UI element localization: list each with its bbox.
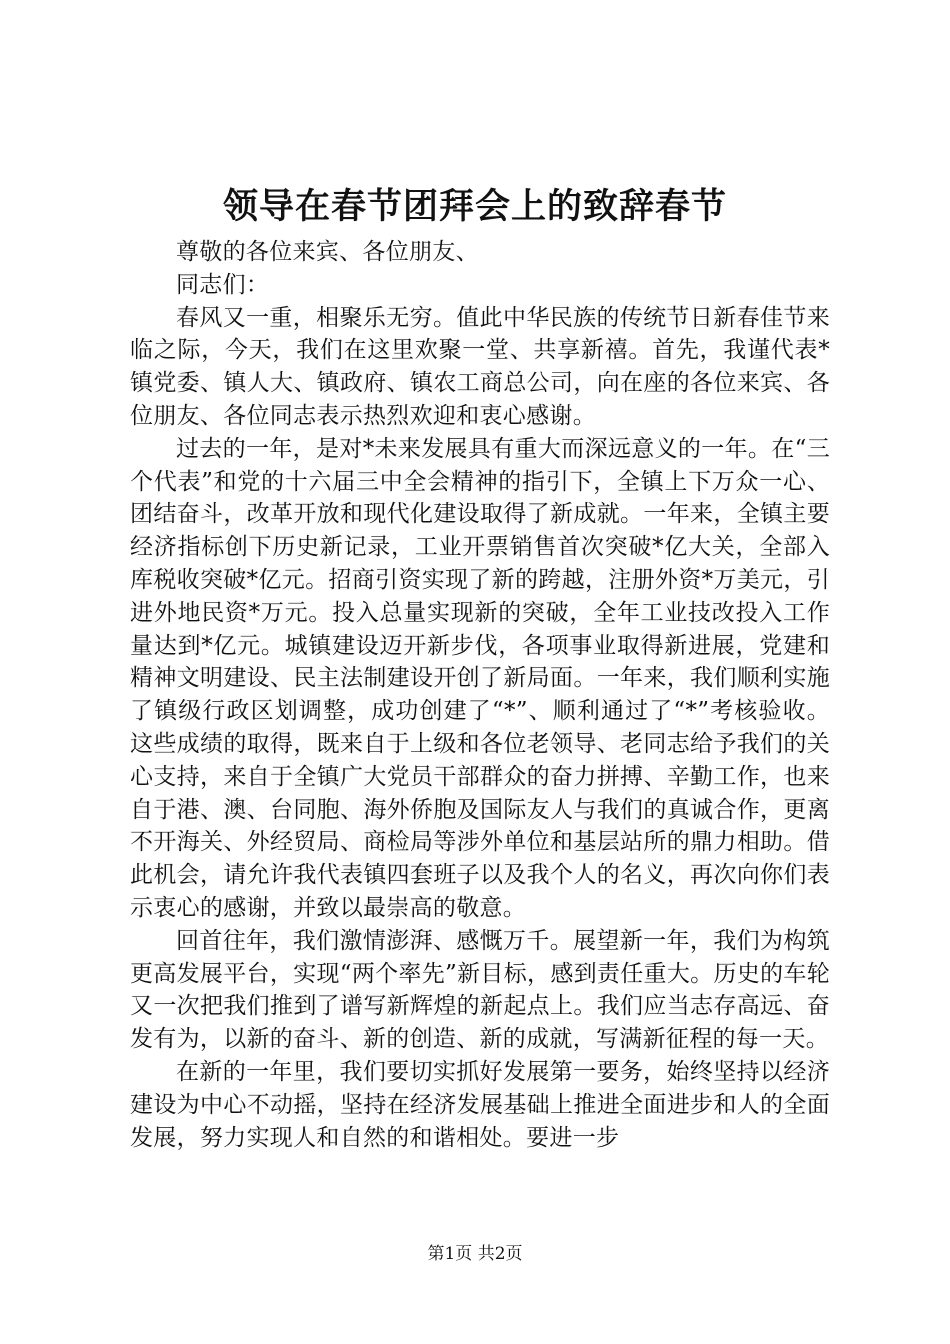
body-paragraph: 过去的一年，是对*未来发展具有重大而深远意义的一年。在“三个代表”和党的十六届三中全会精神的指引下，全镇上下万众一心、团结奋斗，改革开放和现代化建设取得了新成就。一年来，全镇主要经济指标创下历史新记录，工业开票销售首次突破*亿大关，全部入库税收突破*亿元。招商引资实现了新的跨越，注册外资*万美元，引进外地民资*万元。投入总量实现新的突破，全年工业技改投入工作量达到*亿元。城镇建设迈开新步伐，各项事业取得新进展，党建和精神文明建设、民主法制建设开创了新局面。一年来，我们顺利实施了镇级行政区划调整，成功创建了“*”、顺利通过了“*”考核验收。这些成绩的取得，既来自于上级和各位老领导、老同志给予我们的关心支持，来自于全镇广大党员干部群众的奋力拼搏、辛勤工作，也来自于港、澳、台同胞、海外侨胞及国际友人与我们的真诚合作，更离不开海关、外经贸局、商检局等涉外单位和基层站所的鼎力相助。借此机会，请允许我代表镇四套班子以及我个人的名义，再次向你们表示衷心的感谢，并致以最崇高的敬意。 [130,435,830,921]
salutation-line: 尊敬的各位来宾、各位朋友、 [176,239,479,265]
page-number-footer: 第1页 共2页 [427,1244,523,1264]
body-paragraph: 春风又一重，相聚乐无穷。值此中华民族的传统节日新春佳节来临之际，今天，我们在这里欢聚一堂、共享新禧。首先，我谨代表*镇党委、镇人大、镇政府、镇农工商总公司，向在座的各位来宾、各位朋友、各位同志表示热烈欢迎和衷心感谢。 [130,304,830,429]
body-paragraph: 在新的一年里，我们要切实抓好发展第一要务，始终坚持以经济建设为中心不动摇，坚持在经济发展基础上推进全面进步和人的全面发展，努力实现人和自然的和谐相处。要进一步 [130,1058,830,1151]
body-paragraph: 回首往年，我们激情澎湃、感慨万千。展望新一年，我们为构筑更高发展平台，实现“两个率先”新目标，感到责任重大。历史的车轮又一次把我们推到了谱写新辉煌的新起点上。我们应当志存高远、奋发有为，以新的奋斗、新的创造、新的成就，写满新征程的每一天。 [130,927,830,1053]
document-body [130,236,830,1154]
salutation-line: 同志们： [176,271,270,298]
document-title: 领导在春节团拜会上的致辞春节 [222,186,727,227]
